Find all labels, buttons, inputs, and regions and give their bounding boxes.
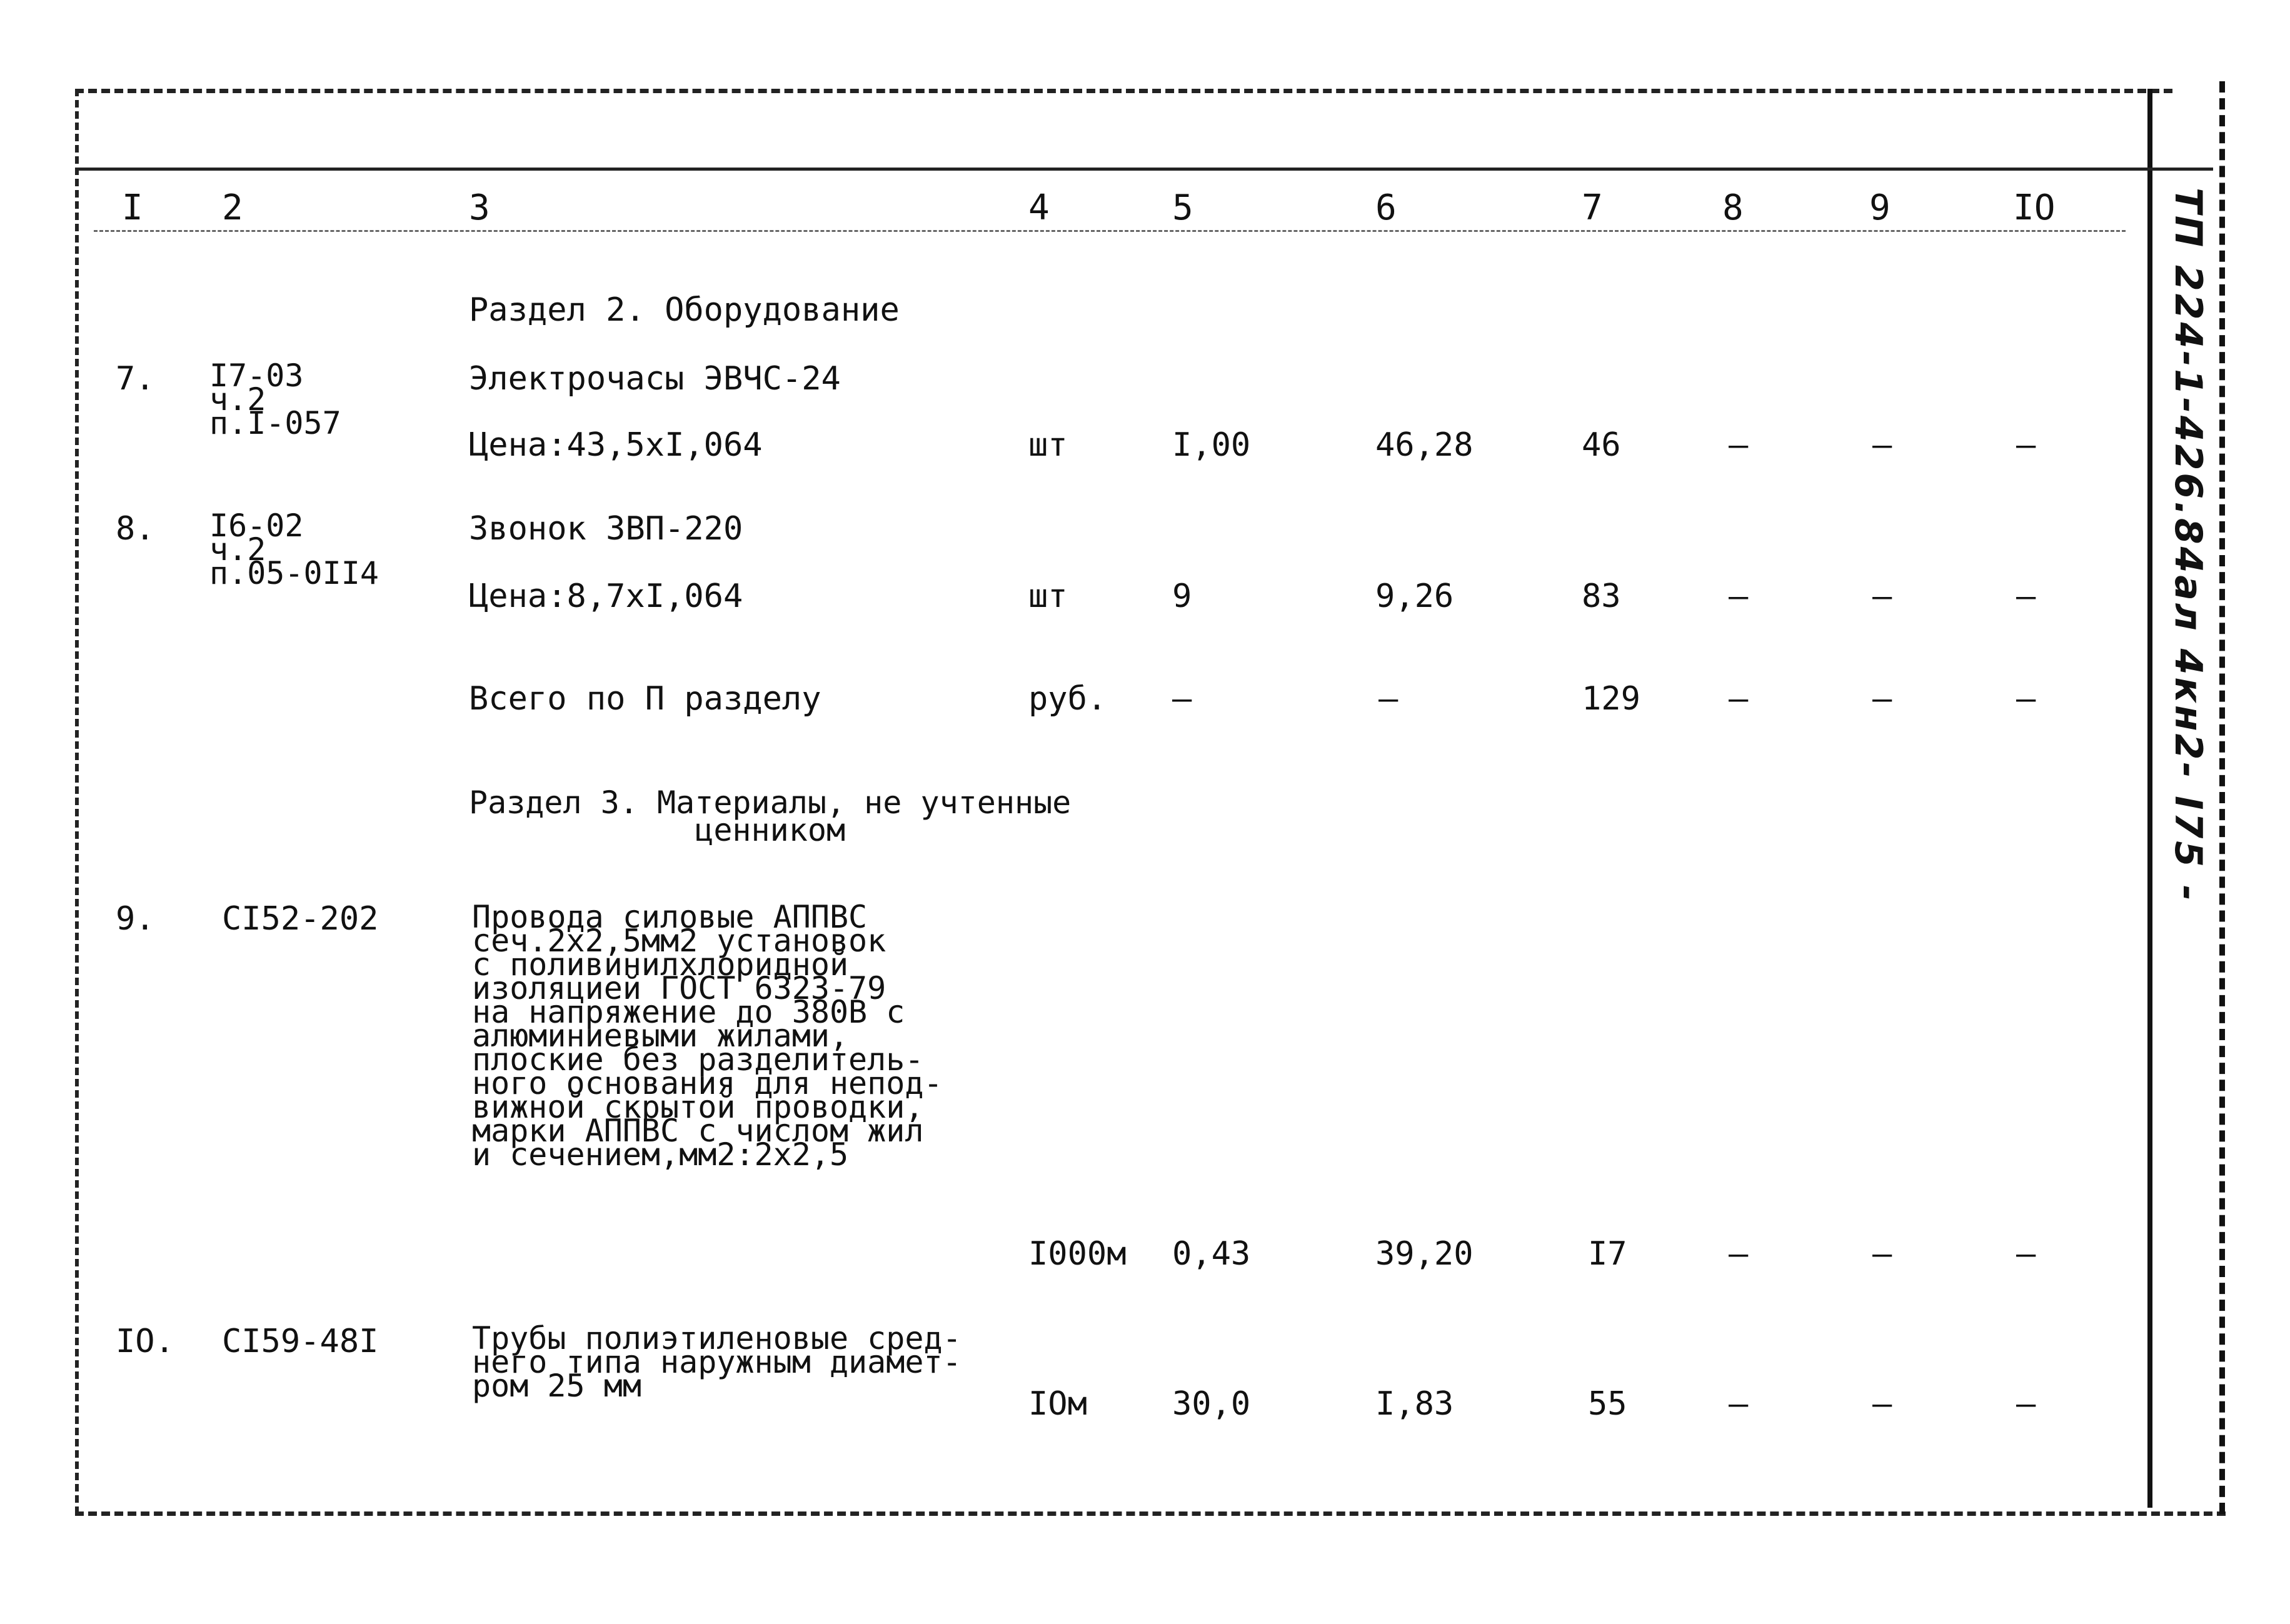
frame-right-line bbox=[2147, 89, 2152, 1508]
section-2-total-col8: – bbox=[1729, 680, 1749, 718]
row-9-name: Провода силовые АППВС сеч.2х2,5мм2 установок с поливинилхлоридной изоляцией ГОСТ 6323-79 на напряжение до 380В с алюминиевыми жилами, плоские без разделитель- ного основания для непод- вижной скрытой проводки, марки АППВС с числом жил и сечением,мм2:2х2,5 bbox=[472, 899, 943, 1173]
section-2-total-label: Всего по П разделу bbox=[469, 680, 821, 718]
row-7-price-formula: Цена:43,5хI,064 bbox=[469, 426, 763, 464]
row-10-unit: IOм bbox=[1028, 1385, 1087, 1423]
row-8-price-formula: Цена:8,7хI,064 bbox=[469, 578, 743, 615]
row-8-total: 83 bbox=[1582, 578, 1621, 615]
col-header-5: 5 bbox=[1172, 188, 1193, 228]
row-7-col10: – bbox=[2016, 426, 2036, 464]
section-2-total-col10: – bbox=[2016, 680, 2036, 718]
row-9-code: CI52-202 bbox=[222, 900, 379, 938]
row-10-col8: – bbox=[1729, 1385, 1749, 1423]
row-8-number: 8. bbox=[116, 510, 155, 548]
col-header-1: I bbox=[122, 188, 143, 228]
row-7-col8: – bbox=[1729, 426, 1749, 464]
frame-left-border bbox=[75, 89, 79, 1514]
row-8-code: I6-02 ч.2 п.05-0II4 bbox=[209, 508, 379, 591]
row-8-col8: – bbox=[1729, 578, 1749, 615]
row-8-unit: шт bbox=[1028, 578, 1068, 615]
row-10-total: 55 bbox=[1588, 1385, 1627, 1423]
header-top-rule bbox=[75, 168, 2213, 171]
row-10-col9: – bbox=[1872, 1385, 1892, 1423]
row-10-qty: 30,0 bbox=[1172, 1385, 1251, 1423]
frame-bottom-border bbox=[75, 1511, 2226, 1516]
section-2-total-col9: – bbox=[1872, 680, 1892, 718]
col-header-3: 3 bbox=[469, 188, 490, 228]
row-9-qty: 0,43 bbox=[1172, 1235, 1251, 1273]
row-7-total: 46 bbox=[1582, 426, 1621, 464]
row-10-col10: – bbox=[2016, 1385, 2036, 1423]
row-8-price: 9,26 bbox=[1375, 578, 1454, 615]
row-8-name: Звонок ЗВП-220 bbox=[469, 510, 743, 548]
section-3-title: Раздел 3. Материалы, не учтенные ценником bbox=[469, 784, 1072, 848]
col-header-6: 6 bbox=[1375, 188, 1397, 228]
col-header-2: 2 bbox=[222, 188, 243, 228]
row-7-unit: шт bbox=[1028, 426, 1068, 464]
row-9-unit: I000м bbox=[1028, 1235, 1127, 1273]
row-9-col9: – bbox=[1872, 1235, 1892, 1273]
row-9-col8: – bbox=[1729, 1235, 1749, 1273]
row-7-col9: – bbox=[1872, 426, 1892, 464]
row-7-code: I7-03 ч.2 п.I-057 bbox=[209, 358, 341, 441]
col-header-4: 4 bbox=[1028, 188, 1050, 228]
document-code: ТП 224-1-426.84ал 4кн2- I75 - bbox=[2166, 188, 2210, 903]
header-bottom-rule bbox=[94, 230, 2126, 232]
row-10-code: CI59-48I bbox=[222, 1323, 379, 1360]
row-7-qty: I,00 bbox=[1172, 426, 1251, 464]
row-10-number: IO. bbox=[116, 1323, 174, 1360]
section-2-total-price: – bbox=[1379, 680, 1399, 718]
section-2-total-sum: 129 bbox=[1582, 680, 1640, 718]
col-header-9: 9 bbox=[1869, 188, 1891, 228]
row-7-name: Электрочасы ЭВЧС-24 bbox=[469, 360, 841, 398]
frame-outer-right-border bbox=[2219, 81, 2225, 1514]
col-header-10: IO bbox=[2013, 188, 2056, 228]
section-2-total-unit: руб. bbox=[1028, 680, 1107, 718]
col-header-8: 8 bbox=[1722, 188, 1744, 228]
row-10-price: I,83 bbox=[1375, 1385, 1454, 1423]
col-header-7: 7 bbox=[1582, 188, 1603, 228]
row-8-col10: – bbox=[2016, 578, 2036, 615]
row-8-qty: 9 bbox=[1172, 578, 1192, 615]
row-9-total: I7 bbox=[1588, 1235, 1627, 1273]
row-9-price: 39,20 bbox=[1375, 1235, 1474, 1273]
section-2-title: Раздел 2. Оборудование bbox=[469, 291, 900, 329]
row-7-number: 7. bbox=[116, 360, 155, 398]
row-9-number: 9. bbox=[116, 900, 155, 938]
frame-top-border bbox=[75, 89, 2172, 93]
row-9-col10: – bbox=[2016, 1235, 2036, 1273]
section-2-total-qty: – bbox=[1172, 680, 1192, 718]
row-7-price: 46,28 bbox=[1375, 426, 1474, 464]
row-8-col9: – bbox=[1872, 578, 1892, 615]
row-10-name: Трубы полиэтиленовые сред- него типа наружным диамет- ром 25 мм bbox=[472, 1320, 962, 1404]
